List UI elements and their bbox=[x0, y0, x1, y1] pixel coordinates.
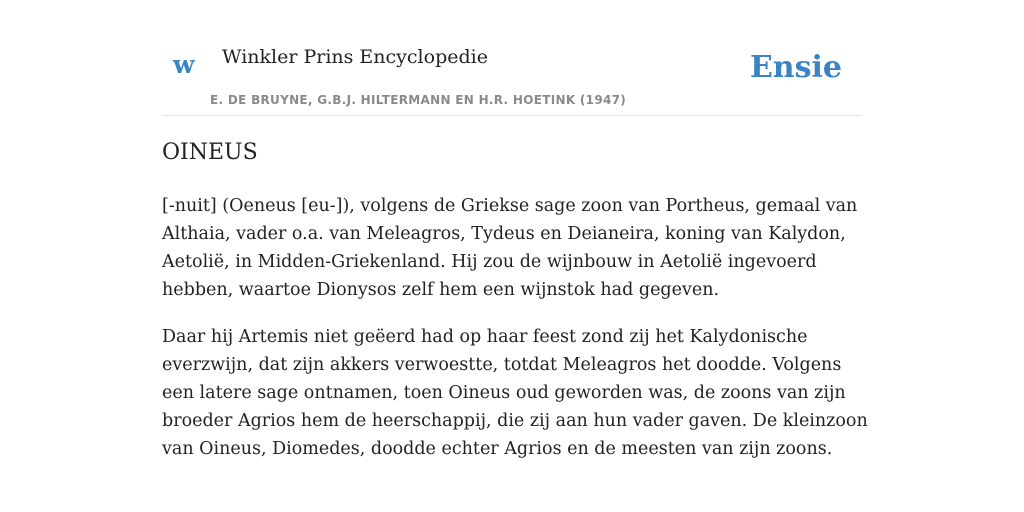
site-header bbox=[162, 0, 862, 116]
source-authors: E. DE BRUYNE, G.B.J. HILTERMANN EN H.R. HOETINK (1947) bbox=[210, 93, 627, 107]
page bbox=[162, 0, 868, 512]
ensie-logo-link[interactable]: Ensie bbox=[749, 50, 842, 85]
site-title[interactable]: Winkler Prins Encyclopedie bbox=[222, 46, 488, 68]
winkler-prins-logo[interactable]: w bbox=[173, 50, 195, 79]
article-body bbox=[162, 192, 874, 482]
article-paragraph: [-nuit] (Oeneus [eu-]), volgens de Griekse sage zoon van Portheus, gemaal van Althaia, vader o.a. van Meleagros, Tydeus en Deianeira, koning van Kalydon, Aetolië, in Midden-Griekenland. Hij zou de wijnbouw in Aetolië ingevoerd hebben, waartoe Dionysos zelf hem een wijnstok had gegeven. bbox=[162, 196, 858, 300]
article-paragraph: Daar hij Artemis niet geëerd had op haar feest zond zij het Kalydonische everzwijn, dat zijn akkers verwoestte, totdat Meleagros het doodde. Volgens een latere sage ontnamen, toen Oineus oud geworden was, de zoons van zijn broeder Agrios hem de heerschappij, die zij aan hun vader gaven. De kleinzoon van Oineus, Diomedes, doodde echter Agrios en de meesten van zijn zoons. bbox=[162, 327, 868, 459]
article-title: OINEUS bbox=[162, 140, 258, 165]
